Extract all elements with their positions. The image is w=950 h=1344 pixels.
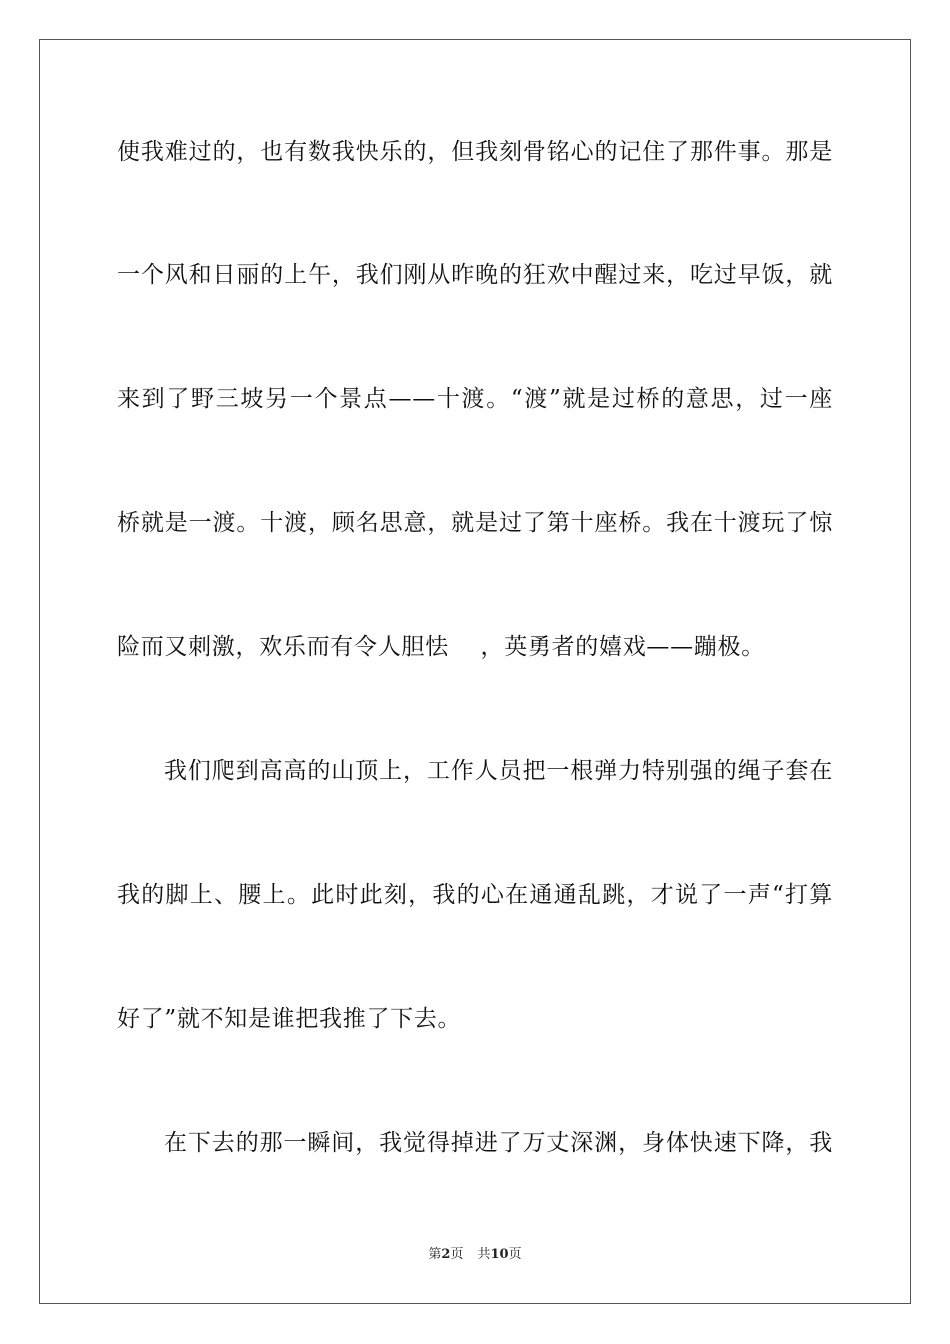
total-suffix: 页 (508, 1247, 522, 1262)
page-footer (0, 1246, 950, 1264)
page-prefix: 第 (428, 1247, 442, 1262)
page-suffix: 页 (450, 1247, 464, 1262)
body-line-8: 好了”就不知是谁把我推了下去。 (117, 1006, 462, 1032)
body-line-2: 一个风和日丽的上午，我们刚从昨晚的狂欢中醒过来，吃过早饭，就 (117, 262, 833, 288)
body-line-3: 来到了野三坡另一个景点——十渡。“渡”就是过桥的意思，过一座 (117, 386, 833, 412)
body-line-7: 我的脚上、腰上。此时此刻，我的心在通通乱跳，才说了一声“打算 (117, 882, 833, 908)
total-prefix: 共 (477, 1247, 491, 1262)
page-border (39, 39, 911, 1304)
body-line-9: 在下去的那一瞬间，我觉得掉进了万丈深渊，身体快速下降，我 (164, 1130, 833, 1156)
body-line-4: 桥就是一渡。十渡，顾名思意，就是过了第十座桥。我在十渡玩了惊 (117, 510, 833, 536)
page-total-number: 10 (490, 1247, 509, 1262)
body-line-5: 险而又刺激，欢乐而有令人胆怯 ，英勇者的嬉戏——蹦极。 (117, 634, 765, 660)
body-line-6: 我们爬到高高的山顶上，工作人员把一根弹力特别强的绳子套在 (164, 758, 833, 784)
page-current-number: 2 (441, 1247, 451, 1262)
body-line-1: 使我难过的，也有数我快乐的，但我刻骨铭心的记住了那件事。那是 (117, 139, 833, 165)
